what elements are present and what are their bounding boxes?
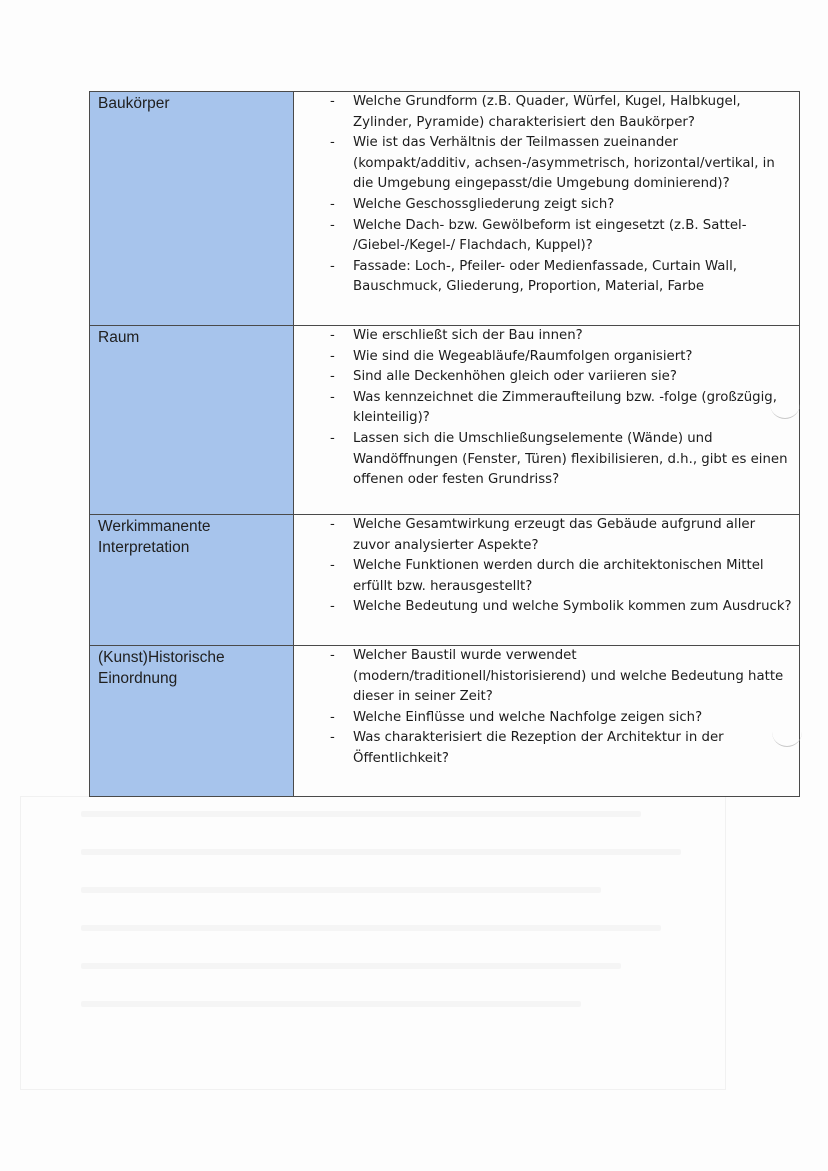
dash-bullet: -	[330, 135, 335, 151]
dash-bullet: -	[330, 517, 335, 532]
question-list	[294, 92, 795, 298]
analysis-table	[89, 91, 800, 797]
list-item	[294, 556, 795, 597]
list-item	[294, 388, 795, 429]
question-text: Welcher Baustil wurde verwendet (modern/traditionell/historisierend) und welche Bedeutung hatte dieser in seiner Zeit?	[353, 648, 784, 705]
list-item	[294, 257, 795, 298]
analysis-table-body	[90, 92, 800, 797]
question-text: Was kennzeichnet die Zimmeraufteilung bzw. -folge (großzügig, kleinteilig)?	[353, 389, 777, 426]
list-item	[294, 347, 795, 368]
list-item	[294, 646, 795, 708]
row-label: Baukörper	[98, 95, 170, 112]
dash-bullet: -	[330, 730, 335, 746]
question-text: Wie erschließt sich der Bau innen?	[353, 328, 583, 343]
question-text: Welche Funktionen werden durch die architektonischen Mittel erfüllt bzw. herausgestellt?	[353, 558, 764, 594]
list-item	[294, 367, 795, 388]
list-item	[294, 429, 795, 491]
dash-bullet: -	[330, 217, 335, 233]
row-content-cell	[294, 326, 800, 515]
question-text: Was charakterisiert die Rezeption der Architektur in der Öffentlichkeit?	[353, 730, 724, 766]
row-label: Raum	[98, 329, 140, 346]
question-text: Welche Gesamtwirkung erzeugt das Gebäude aufgrund aller zuvor analysierter Aspekte?	[353, 517, 756, 553]
question-text: Sind alle Deckenhöhen gleich oder variieren sie?	[353, 369, 677, 385]
row-content-cell	[294, 515, 800, 646]
table-row	[90, 515, 800, 646]
list-item	[294, 92, 795, 133]
row-label-cell	[90, 515, 294, 646]
question-list	[294, 646, 795, 770]
dash-bullet: -	[330, 648, 335, 663]
question-text: Fassade: Loch-, Pfeiler- oder Medienfassade, Curtain Wall, Bauschmuck, Gliederung, Proportion, Material, Farbe	[353, 258, 737, 295]
list-item	[294, 708, 795, 729]
question-list	[294, 326, 795, 491]
row-label-cell	[90, 646, 294, 797]
question-text: Welche Bedeutung und welche Symbolik kommen zum Ausdruck?	[353, 599, 792, 615]
question-text: Welche Dach- bzw. Gewölbeform ist eingesetzt (z.B. Sattel- /Giebel-/Kegel-/ Flachdach, Kuppel)?	[353, 217, 747, 254]
dash-bullet: -	[330, 369, 335, 385]
list-item	[294, 515, 795, 556]
list-item	[294, 728, 795, 769]
list-item	[294, 216, 795, 257]
list-item	[294, 133, 795, 195]
table-row	[90, 646, 800, 797]
question-text: Welche Grundform (z.B. Quader, Würfel, Kugel, Halbkugel, Zylinder, Pyramide) charakterisiert den Baukörper?	[353, 94, 741, 130]
dash-bullet: -	[330, 389, 335, 405]
row-label: (Kunst)Historische Einordnung	[98, 649, 225, 687]
row-label-cell	[90, 326, 294, 515]
row-content-cell	[294, 646, 800, 797]
table-row	[90, 326, 800, 515]
question-text: Lassen sich die Umschließungselemente (Wände) und Wandöffnungen (Fenster, Türen) flexibilisieren, d.h., gibt es einen offenen oder festen Grundriss?	[353, 430, 788, 488]
list-item	[294, 326, 795, 347]
dash-bullet: -	[330, 348, 335, 364]
dash-bullet: -	[330, 196, 335, 212]
table-row	[90, 92, 800, 326]
dash-bullet: -	[330, 94, 335, 109]
bleed-through-shadow	[20, 796, 726, 1090]
dash-bullet: -	[330, 328, 335, 343]
list-item	[294, 597, 795, 618]
question-text: Wie sind die Wegeabläufe/Raumfolgen organisiert?	[353, 348, 693, 364]
dash-bullet: -	[330, 258, 335, 274]
dash-bullet: -	[330, 709, 335, 725]
dash-bullet: -	[330, 430, 335, 446]
question-text: Welche Einflüsse und welche Nachfolge zeigen sich?	[353, 709, 703, 725]
question-text: Welche Geschossgliederung zeigt sich?	[353, 196, 615, 212]
question-text: Wie ist das Verhältnis der Teilmassen zueinander (kompakt/additiv, achsen-/asymmetrisch, horizontal/vertikal, in die Umgebung eingepasst/die Umgebung dominierend)?	[353, 135, 775, 192]
list-item	[294, 195, 795, 216]
row-label: Werkimmanente Interpretation	[98, 518, 211, 556]
row-content-cell	[294, 92, 800, 326]
dash-bullet: -	[330, 558, 335, 574]
question-list	[294, 515, 795, 618]
dash-bullet: -	[330, 599, 335, 615]
row-label-cell	[90, 92, 294, 326]
